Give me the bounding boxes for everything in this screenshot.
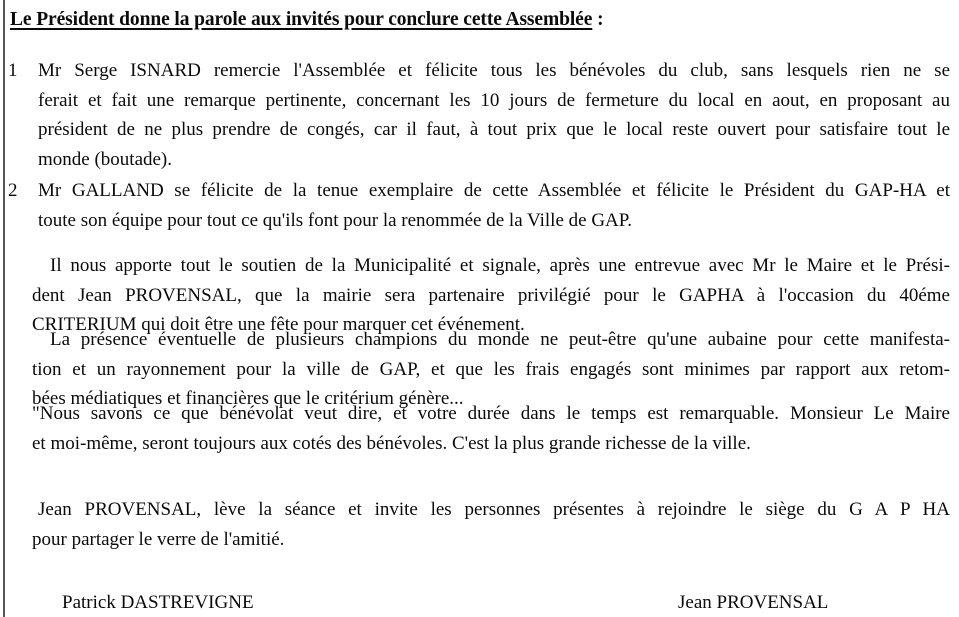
text-line: dent Jean PROVENSAL, que la mairie sera partenaire privilégié pour le GAPHA à l'occasion du 40éme (32, 284, 950, 306)
text-line: La présence éventuelle de plusieurs champions du monde ne peut-être qu'une aubaine pour cette manifesta- (50, 329, 950, 350)
text-line: Mr GALLAND se félicite de la tenue exemplaire de cette Assemblée et félicite le Président du GAP-HA et (38, 180, 950, 201)
paragraph-cloture (32, 495, 950, 554)
document-heading (10, 9, 603, 31)
text-line: Jean PROVENSAL, lève la séance et invite les personnes présentes à rejoindre le siège du G A P HA (38, 499, 950, 520)
text-line: tion et un rayonnement pour la ville de GAP, et que les frais engagés sont minimes par rapport aux retom- (32, 358, 950, 380)
text-line: monde (boutade). (38, 148, 173, 170)
page-left-edge-rule (3, 0, 5, 617)
text-line: Il nous apporte tout le soutien de la Municipalité et signale, après une entrevue avec Mr le Maire et le Prési- (50, 255, 950, 276)
text-line: et moi-même, seront toujours aux cotés des bénévoles. C'est la plus grande richesse de la ville. (32, 432, 751, 454)
numbered-item-2-number: 2 (8, 180, 18, 201)
document-heading-underlined-text: Le Président donne la parole aux invités pour conclure cette Assemblée (10, 9, 593, 30)
paragraph-quote-benevolat (32, 399, 950, 458)
numbered-item-1-body (38, 56, 950, 174)
document-heading-colon: : (592, 9, 604, 30)
text-line: pour partager le verre de l'amitié. (32, 528, 285, 550)
text-line: toute son équipe pour tout ce qu'ils font pour la renommée de la Ville de GAP. (38, 209, 632, 231)
text-line: CRITERIUM qui doit être une fête pour marquer cet événement. (32, 314, 525, 335)
text-line: président de ne plus prendre de congés, car il faut, à tout prix que le local reste ouvert pour satisfaire tout le (38, 119, 950, 140)
text-line: "Nous savons ce que bénévolat veut dire, et votre durée dans le temps est remarquable. Monsieur Le Maire (32, 403, 950, 424)
signature-left: Patrick DASTREVIGNE (62, 592, 254, 613)
text-line: ferait et fait une remarque pertinente, concernant les 10 jours de fermeture du local en aout, en proposant au (38, 89, 950, 111)
text-line: Mr Serge ISNARD remercie l'Assemblée et félicite tous les bénévoles du club, sans lesquels rien ne se (38, 60, 950, 81)
numbered-item-2-body (38, 176, 950, 235)
numbered-item-1-number: 1 (8, 60, 18, 81)
text-line: bées médiatiques et financières que le critérium génère... (32, 388, 464, 409)
numbered-item-2 (8, 176, 950, 235)
numbered-item-1 (8, 56, 950, 174)
signature-right: Jean PROVENSAL (678, 592, 829, 613)
